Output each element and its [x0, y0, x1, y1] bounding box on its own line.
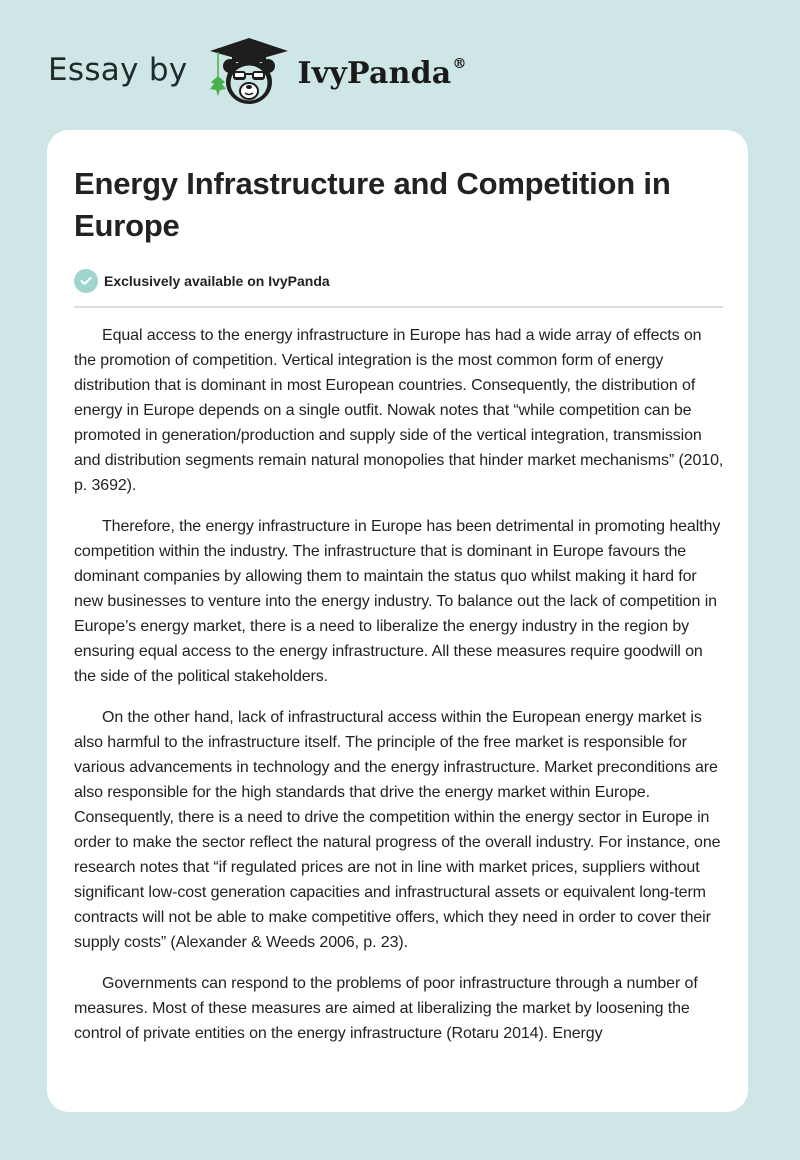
essay-body: [74, 323, 724, 1046]
paragraph: Governments can respond to the problems of poor infrastructure through a number of measures. Most of these measures are aimed at liberalizing the market by loosening the control of private entities on the energy infrastructure (Rotaru 2014). Energy: [74, 975, 698, 1042]
paragraph: Therefore, the energy infrastructure in Europe has been detrimental in promoting healthy competition within the industry. The infrastructure that is dominant in Europe favours the dominant companies by allowing them to maintain the status quo whilst making it hard for new businesses to venture into the energy industry. To balance out the lack of competition in Europe’s energy market, there is a need to liberalize the energy industry in the region by ensuring equal access to the energy infrastructure. All these measures require goodwill on the side of the political stakeholders.: [74, 518, 721, 685]
essay-card: [47, 130, 748, 1112]
paragraph: Equal access to the energy infrastructure in Europe has had a wide array of effects on the promotion of competition. Vertical integration is the most common form of energy distribution that is dominant in most European countries. Consequently, the distribution of energy in Europe depends on a single outfit. Nowak notes that “while competition can be promoted in generation/production and supply side of the vertical integration, transmission and distribution segments remain natural monopolies that hinder market mechanisms” (2010, p. 3692).: [74, 327, 724, 494]
page-title: Energy Infrastructure and Competition in Europe: [74, 166, 671, 243]
brand-logo-text[interactable]: IvyPanda®: [297, 55, 467, 91]
exclusive-badge-label: Exclusively available on IvyPanda: [104, 273, 330, 289]
paragraph: On the other hand, lack of infrastructural access within the European energy market is also harmful to the infrastructure itself. The principle of the free market is responsible for various advancements in technology and the energy infrastructure. Market preconditions are also responsible for the high standards that drive the energy market within Europe. Consequently, there is a need to drive the competition within the energy sector in Europe in order to make the sector reflect the natural progress of the overall industry. For instance, one research notes that “if regulated prices are not in line with market prices, suppliers without significant low-cost generation capacities and infrastructural assets or equivalent long-term contracts will not be able to make competitive offers, which they need in order to cover their supply costs” (Alexander & Weeds 2006, p. 23).: [74, 709, 721, 951]
panda-graduate-icon[interactable]: [206, 36, 292, 108]
registered-mark: ®: [452, 55, 467, 72]
essay-by-label: Essay by: [48, 52, 188, 88]
exclusive-badge: [74, 267, 722, 295]
site-header: [48, 36, 467, 108]
title-divider: [74, 306, 723, 308]
check-circle-icon: [74, 269, 98, 293]
